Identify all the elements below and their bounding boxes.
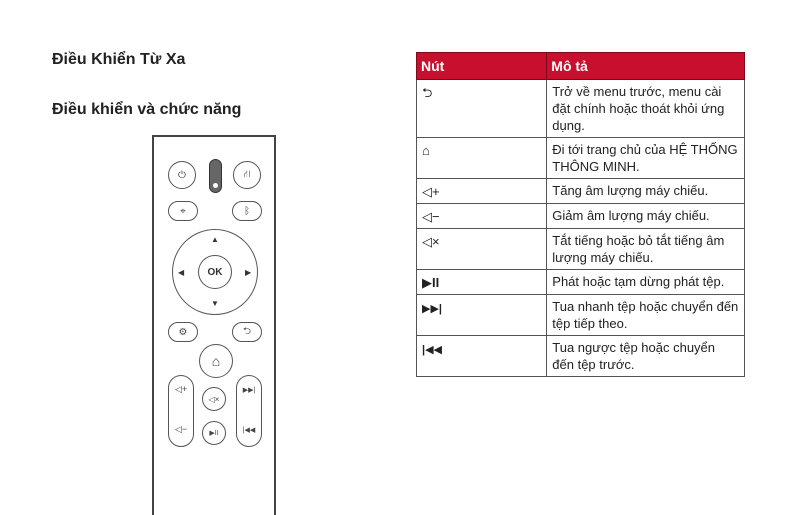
settings-button[interactable] — [168, 322, 198, 342]
table-row — [417, 229, 745, 270]
directional-pad — [172, 229, 258, 315]
table-row — [417, 270, 745, 295]
mute-icon: ◁× — [422, 234, 440, 249]
row-description: Phát hoặc tạm dừng phát tệp. — [547, 270, 745, 295]
bluetooth-icon: ᛒ — [244, 205, 250, 217]
volume-down-icon: ◁− — [422, 209, 440, 224]
volume-up-button[interactable]: ◁+ — [174, 384, 188, 394]
section-subtitle: Điều khiển và chức năng — [52, 101, 242, 118]
back-icon: ⮌ — [242, 325, 251, 337]
home-button[interactable] — [199, 344, 233, 378]
row-description: Tăng âm lượng máy chiếu. — [547, 179, 745, 204]
table-row — [417, 138, 745, 179]
back-button[interactable] — [232, 322, 262, 342]
input-source-icon: ⛙ — [243, 168, 251, 180]
up-arrow-button[interactable]: ▲ — [211, 235, 219, 244]
power-button[interactable] — [168, 161, 196, 189]
home-icon: ⌂ — [422, 143, 430, 158]
section-title: Điều Khiển Từ Xa — [52, 51, 186, 68]
row-description: Giảm âm lượng máy chiếu. — [547, 204, 745, 229]
back-icon: ⮌ — [422, 85, 433, 100]
gear-icon: ⚙ — [178, 326, 188, 338]
volume-rocker — [168, 375, 194, 447]
table-header-row — [417, 53, 745, 80]
focus-icon: ⌖ — [180, 205, 186, 217]
row-description: Trở về menu trước, menu cài đặt chính hoặc thoát khỏi ứng dụng. — [547, 80, 745, 138]
previous-button[interactable]: |◀◀ — [242, 427, 256, 434]
down-arrow-button[interactable]: ▼ — [211, 299, 219, 308]
play-pause-icon: ▶II — [422, 275, 440, 290]
table-row — [417, 295, 745, 336]
column-header-button: Nút — [417, 53, 547, 80]
ok-button[interactable]: OK — [198, 255, 232, 289]
input-button[interactable] — [233, 161, 261, 189]
play-pause-icon: ▶II — [209, 430, 219, 437]
led-indicator — [209, 159, 222, 193]
table-row — [417, 179, 745, 204]
row-description: Đi tới trang chủ của HỆ THỐNG THÔNG MINH. — [547, 138, 745, 179]
mute-button[interactable] — [202, 387, 226, 411]
remote-control-diagram — [152, 135, 276, 515]
skip-rocker — [236, 375, 262, 447]
left-arrow-button[interactable]: ◀ — [178, 268, 185, 277]
table-row — [417, 204, 745, 229]
row-description: Tắt tiếng hoặc bỏ tắt tiếng âm lượng máy chiếu. — [547, 229, 745, 270]
row-description: Tua nhanh tệp hoặc chuyển đến tệp tiếp theo. — [547, 295, 745, 336]
volume-up-icon: ◁+ — [422, 184, 440, 199]
rewind-icon: |◀◀ — [422, 344, 442, 356]
power-icon: ⏻ — [178, 169, 186, 181]
mute-icon: ◁× — [208, 394, 220, 404]
column-header-description: Mô tả — [547, 53, 745, 80]
fast-forward-icon: ▶▶| — [422, 303, 442, 315]
table-row — [417, 80, 745, 138]
bluetooth-button[interactable] — [232, 201, 262, 221]
table-row — [417, 336, 745, 377]
row-description: Tua ngược tệp hoặc chuyển đến tệp trước. — [547, 336, 745, 377]
focus-button[interactable] — [168, 201, 198, 221]
home-icon: ⌂ — [211, 353, 221, 369]
volume-down-button[interactable]: ◁− — [174, 424, 188, 434]
next-button[interactable]: ▶▶| — [242, 387, 256, 394]
right-arrow-button[interactable]: ▶ — [245, 268, 252, 277]
play-pause-button[interactable] — [202, 421, 226, 445]
button-function-table — [416, 52, 745, 377]
